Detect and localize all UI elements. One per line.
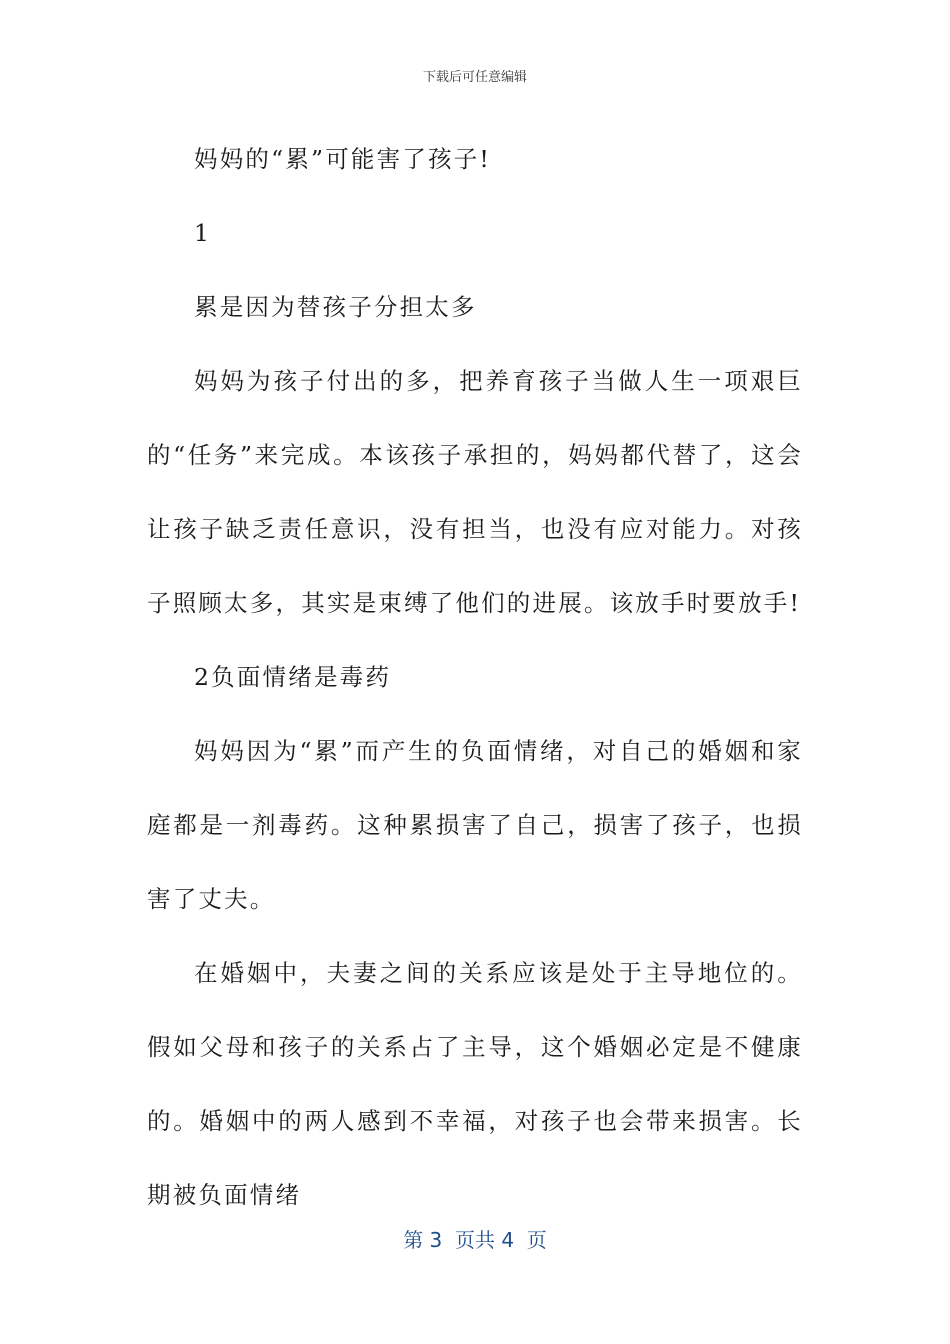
section-number: 1: [194, 219, 212, 247]
page-number-footer: 第 3 页共 4 页: [403, 1228, 547, 1252]
section-heading: 累是因为替孩子分担太多: [194, 293, 477, 321]
page-header: 下载后可任意编辑: [422, 70, 527, 85]
document-body: [147, 122, 803, 1232]
section-heading: 2负面情绪是毒药: [194, 663, 392, 691]
body-paragraph: 妈妈因为“累”而产生的负面情绪，对自己的婚姻和家庭都是一剂毒药。这种累损害了自己，损害了孩子，也损害了丈夫。: [147, 737, 803, 913]
body-paragraph: 在婚姻中，夫妻之间的关系应该是处于主导地位的。假如父母和孩子的关系占了主导，这个婚姻必定是不健康的。婚姻中的两人感到不幸福，对孩子也会带来损害。长期被负面情绪: [147, 959, 803, 1209]
body-paragraph: 妈妈为孩子付出的多，把养育孩子当做人生一项艰巨的“任务”来完成。本该孩子承担的，妈妈都代替了，这会让孩子缺乏责任意识，没有担当，也没有应对能力。对孩子照顾太多，其实是束缚了他们的进展。该放手时要放手!: [147, 367, 803, 617]
article-title: 妈妈的“累”可能害了孩子!: [194, 145, 492, 173]
